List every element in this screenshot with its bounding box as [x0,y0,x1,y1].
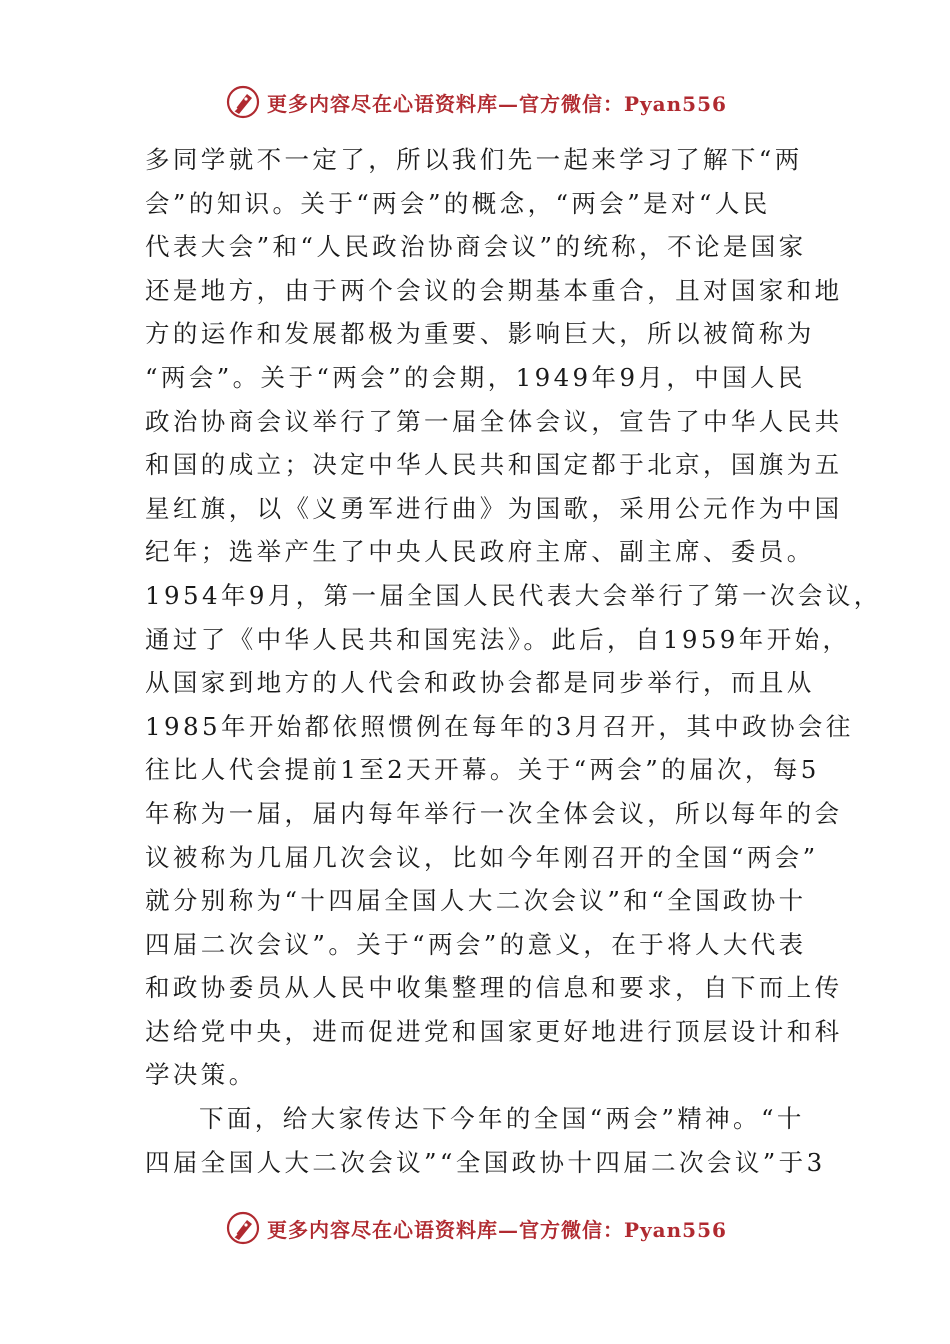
pen-nib-icon [225,1210,261,1246]
text-line: “两会”。关于“两会”的会期，1949年9月，中国人民 [145,362,806,392]
text-line: 和政协委员从人民中收集整理的信息和要求，自下而上传 [145,973,843,1003]
text-line: 从国家到地方的人代会和政协会都是同步举行，而且从 [145,668,815,698]
paragraph-start-line: 下面，给大家传达下今年的全国“两会”精神。“十 [199,1104,805,1134]
text-line: 和国的成立；决定中华人民共和国定都于北京，国旗为五 [145,450,843,480]
text-line: 往比人代会提前1至2天开幕。关于“两会”的届次，每5 [145,755,820,785]
text-line: 还是地方，由于两个会议的会期基本重合，且对国家和地 [145,275,843,305]
footer-banner [225,1206,727,1250]
text-line: 政治协商会议举行了第一届全体会议，宣告了中华人民共 [145,406,843,436]
text-line: 议被称为几届几次会议，比如今年刚召开的全国“两会” [145,842,819,872]
header-banner-text: 更多内容尽在心语资料库—官方微信：Pyan556 [267,91,727,116]
text-line: 四届全国人大二次会议”“全国政协十四届二次会议”于3 [145,1147,826,1177]
header-banner [225,80,727,124]
text-line: 就分别称为“十四届全国人大二次会议”和“全国政协十 [145,886,807,916]
text-line: 纪年；选举产生了中央人民政府主席、副主席、委员。 [145,537,815,567]
text-line: 方的运作和发展都极为重要、影响巨大，所以被简称为 [145,319,815,349]
text-line: 学决策。 [145,1060,257,1090]
text-line: 代表大会”和“人民政治协商会议”的统称，不论是国家 [145,232,807,262]
text-line: 1954年9月，第一届全国人民代表大会举行了第一次会议， [145,580,882,610]
text-line: 会”的知识。关于“两会”的概念，“两会”是对“人民 [145,188,771,218]
text-line: 年称为一届，届内每年举行一次全体会议，所以每年的会 [145,798,843,828]
document-body [145,138,882,1184]
text-line: 星红旗，以《义勇军进行曲》为国歌，采用公元作为中国 [145,493,843,523]
text-line: 通过了《中华人民共和国宪法》。此后，自1959年开始， [145,624,851,654]
footer-banner-text: 更多内容尽在心语资料库—官方微信：Pyan556 [267,1217,727,1242]
pen-nib-icon [225,84,261,120]
text-line: 多同学就不一定了，所以我们先一起来学习了解下“两 [145,145,803,174]
text-line: 四届二次会议”。关于“两会”的意义，在于将人大代表 [145,929,807,959]
text-line: 达给党中央，进而促进党和国家更好地进行顶层设计和科 [145,1016,843,1046]
text-line: 1985年开始都依照惯例在每年的3月召开，其中政协会往 [145,711,854,741]
